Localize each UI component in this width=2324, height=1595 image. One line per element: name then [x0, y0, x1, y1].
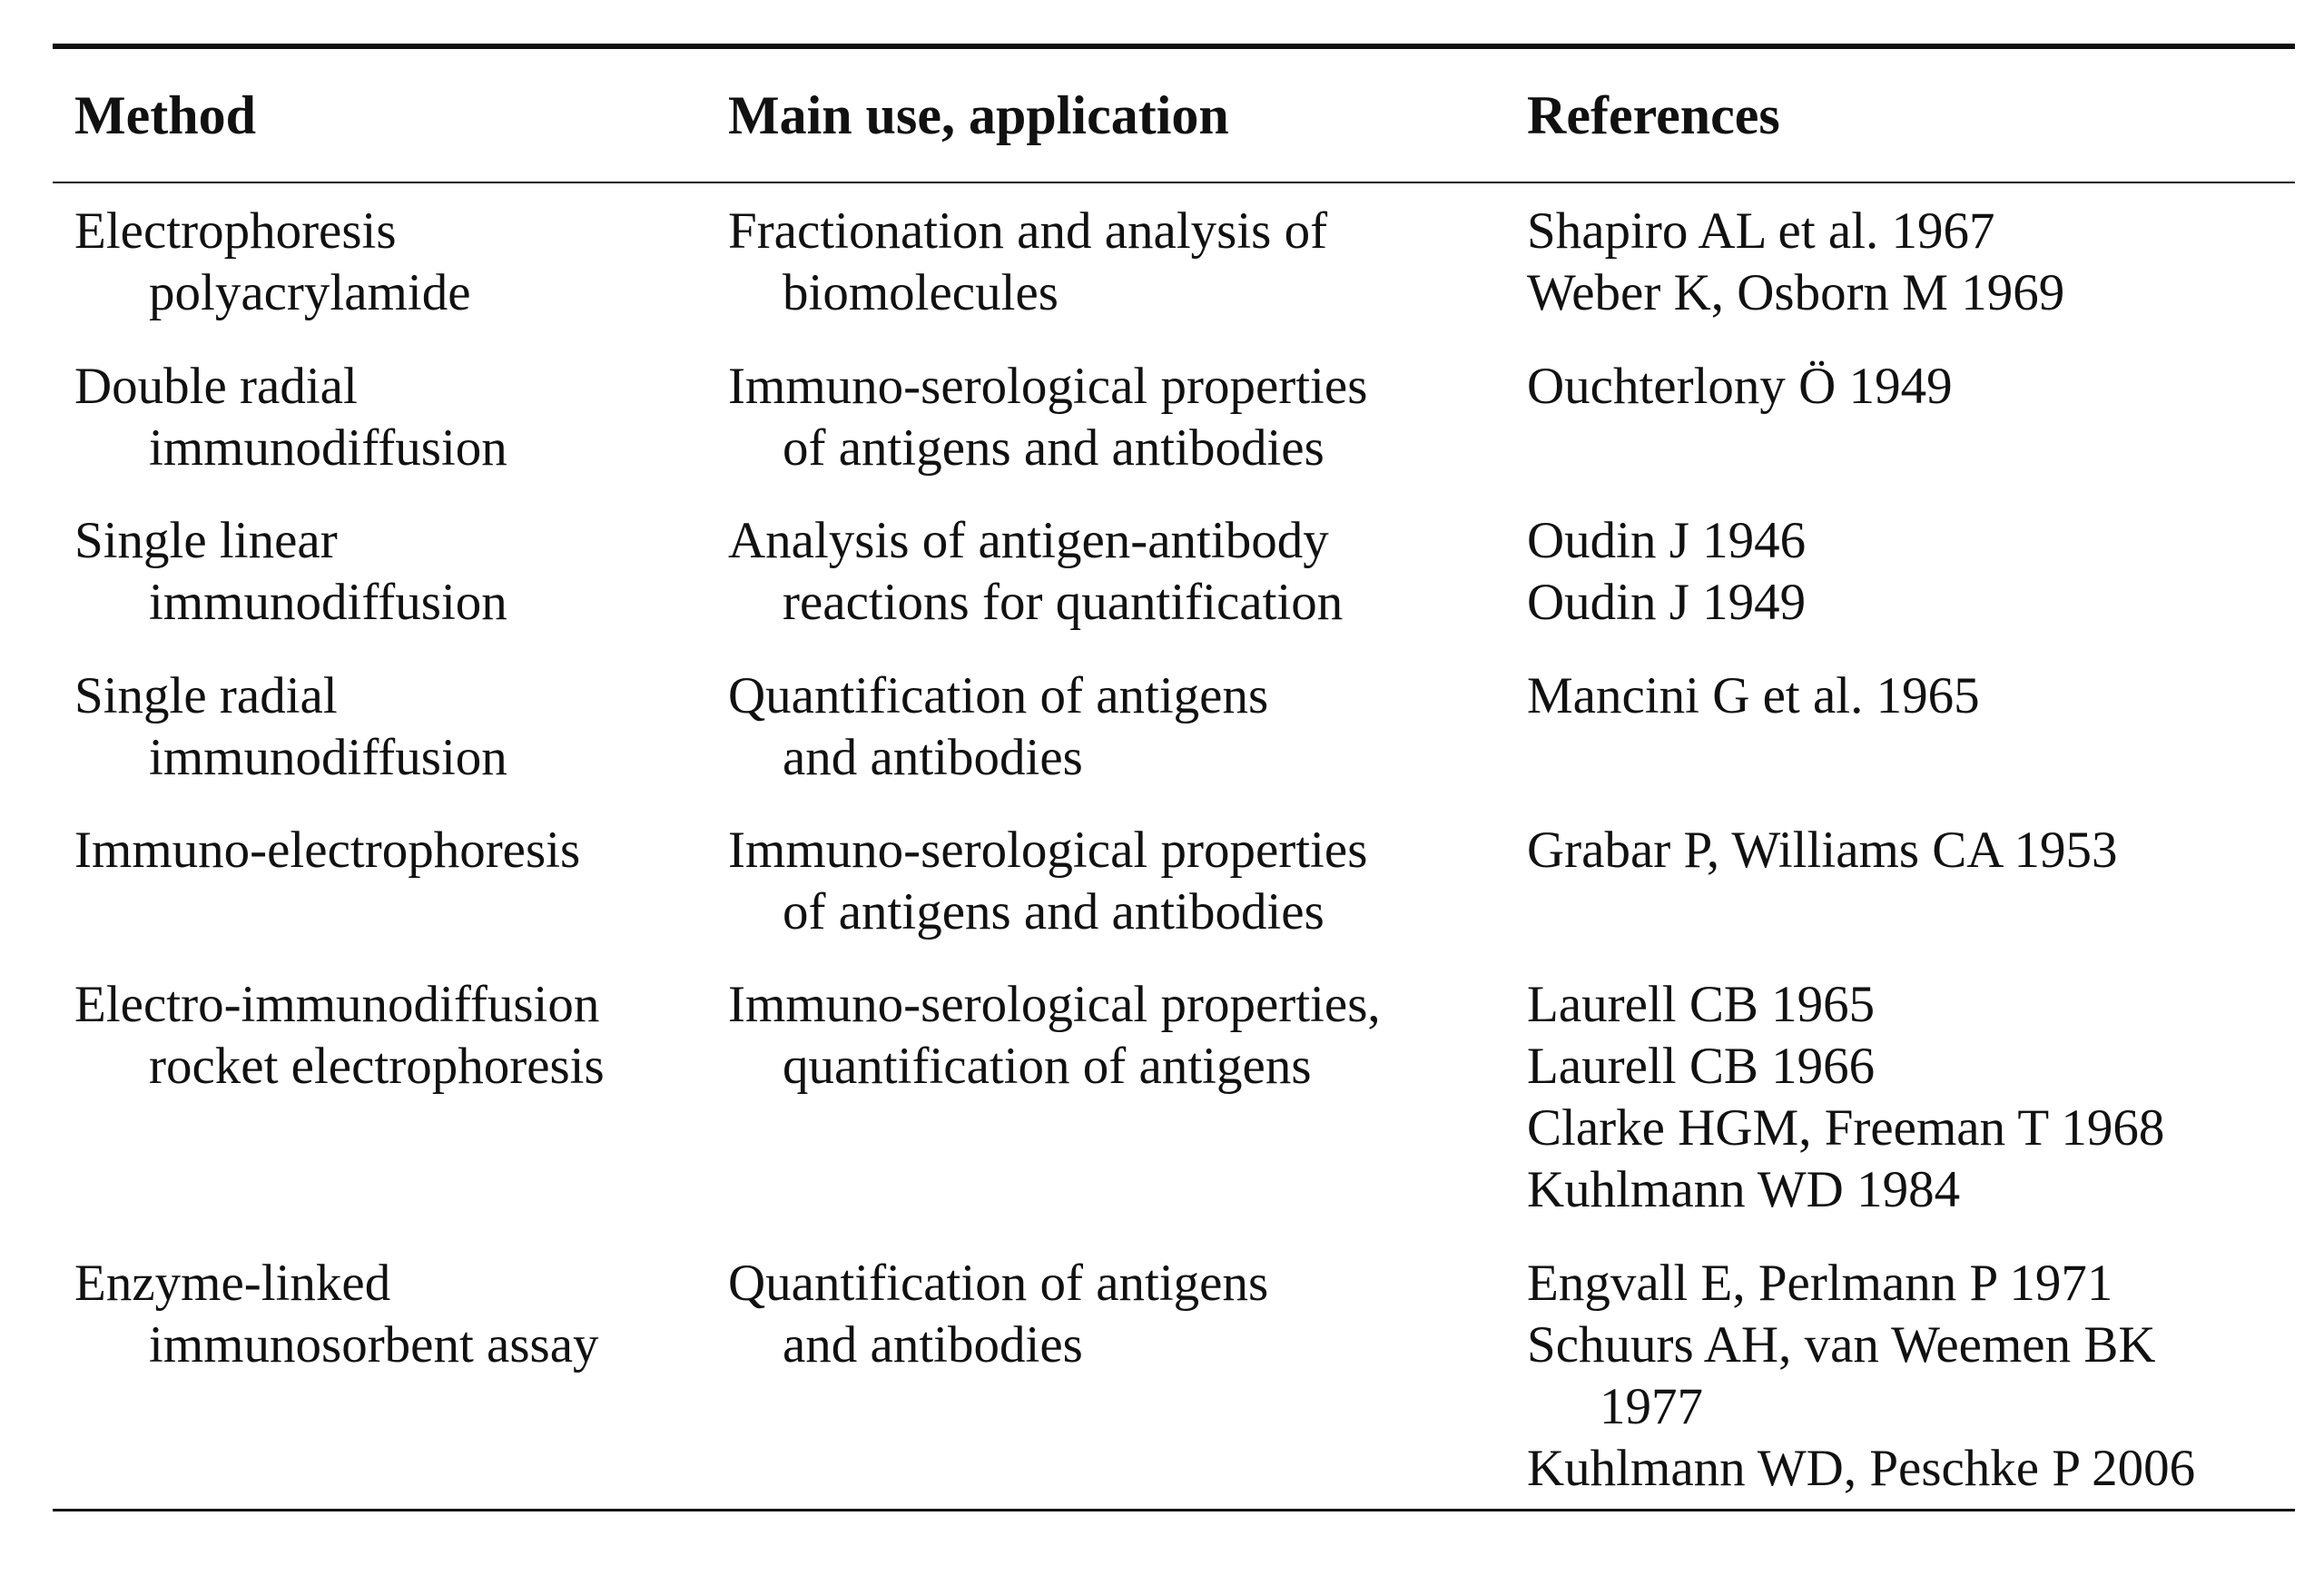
header-main-use: Main use, application [728, 85, 1229, 145]
table-top-rule [53, 44, 2295, 49]
header-rule [53, 182, 2295, 183]
reference-line: Shapiro AL et al. 1967 [1527, 202, 1995, 260]
use-line: Immuno-serological properties [728, 822, 1368, 879]
table-bottom-rule [53, 1509, 2295, 1511]
table-row-3-use [728, 665, 1268, 789]
table-row-1-use [728, 356, 1367, 479]
table-row-4-method [74, 820, 580, 881]
method-line: Single radial [74, 667, 338, 724]
table-row-6-use [728, 1253, 1268, 1376]
table-row-4-use [728, 820, 1367, 943]
reference-line: Clarke HGM, Freeman T 1968 [1527, 1099, 2165, 1157]
method-line: Double radial [74, 358, 358, 415]
header-references: References [1527, 85, 1780, 145]
table-row-5-use [728, 974, 1381, 1098]
use-line: reactions for quantification [783, 574, 1344, 631]
table-row-2-method [74, 510, 507, 634]
reference-line: Mancini G et al. 1965 [1527, 667, 1980, 724]
method-line: Electro-immunodiffusion [74, 976, 600, 1033]
table-row-0-method [74, 201, 471, 324]
table-row-2-use [728, 510, 1343, 634]
method-line: Electrophoresis [74, 202, 397, 260]
table-row-0-use [728, 201, 1327, 324]
reference-line: Weber K, Osborn M 1969 [1527, 264, 2065, 321]
reference-line: Oudin J 1949 [1527, 574, 1807, 631]
reference-line: Grabar P, Williams CA 1953 [1527, 822, 2118, 879]
table-row-6-references [1527, 1253, 2195, 1500]
method-line: immunodiffusion [149, 419, 507, 477]
use-line: Fractionation and analysis of [728, 202, 1328, 260]
use-line: Immuno-serological properties, [728, 976, 1381, 1033]
use-line: and antibodies [783, 1316, 1083, 1373]
method-line: Immuno-electrophoresis [74, 822, 581, 879]
method-line: Single linear [74, 512, 338, 569]
table-row-3-method [74, 665, 507, 789]
method-line: immunodiffusion [149, 729, 507, 786]
reference-line: Ouchterlony Ö 1949 [1527, 358, 1953, 415]
table-row-5-method [74, 974, 605, 1098]
header-method: Method [74, 85, 256, 145]
reference-line: Kuhlmann WD, Peschke P 2006 [1527, 1440, 2196, 1497]
use-line: and antibodies [783, 729, 1083, 786]
use-line: Quantification of antigens [728, 1255, 1269, 1312]
reference-line: Engvall E, Perlmann P 1971 [1527, 1255, 2113, 1312]
method-line: Enzyme-linked [74, 1255, 391, 1312]
table-row-3-references [1527, 665, 1980, 727]
use-line: quantification of antigens [783, 1038, 1312, 1095]
use-line: biomolecules [783, 264, 1059, 321]
reference-line: Oudin J 1946 [1527, 512, 1807, 569]
reference-line: Laurell CB 1965 [1527, 976, 1876, 1033]
table-row-0-references [1527, 201, 2064, 324]
use-line: Analysis of antigen-antibody [728, 512, 1329, 569]
reference-line: Kuhlmann WD 1984 [1527, 1161, 1961, 1218]
use-line: Immuno-serological properties [728, 358, 1368, 415]
use-line: Quantification of antigens [728, 667, 1269, 724]
method-line: immunosorbent assay [149, 1316, 599, 1373]
method-line: rocket electrophoresis [149, 1038, 605, 1095]
table-row-6-method [74, 1253, 599, 1376]
method-line: immunodiffusion [149, 574, 507, 631]
table-row-2-references [1527, 510, 1806, 634]
table-row-5-references [1527, 974, 2164, 1221]
use-line: of antigens and antibodies [783, 883, 1324, 940]
use-line: of antigens and antibodies [783, 419, 1324, 477]
table-row-1-references [1527, 356, 1953, 418]
table-row-1-method [74, 356, 507, 479]
reference-line: 1977 [1600, 1378, 1703, 1435]
reference-line: Schuurs AH, van Weemen BK [1527, 1316, 2156, 1373]
method-line: polyacrylamide [149, 264, 471, 321]
table-row-4-references [1527, 820, 2118, 881]
reference-line: Laurell CB 1966 [1527, 1038, 1876, 1095]
